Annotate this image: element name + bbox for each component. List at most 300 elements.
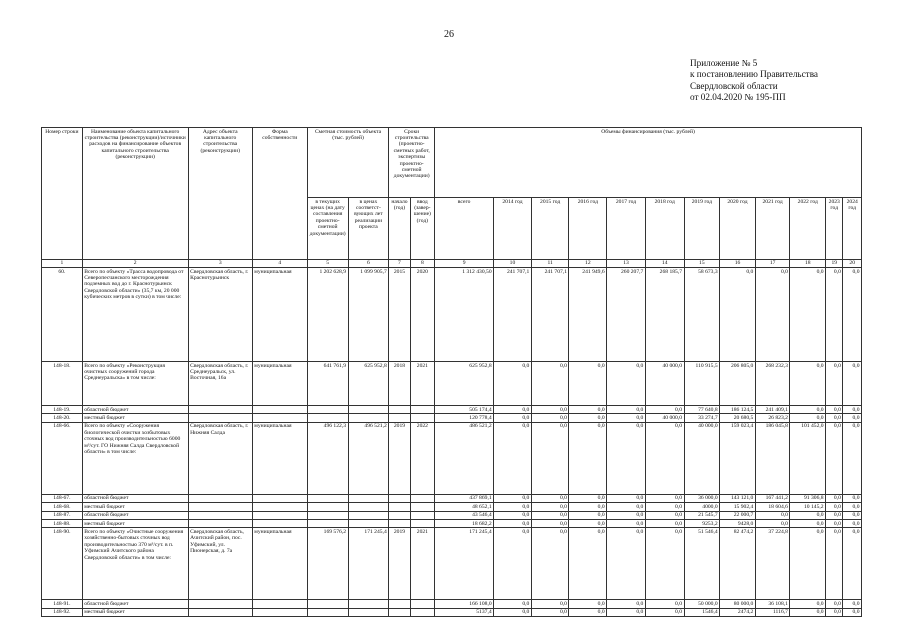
column-number: 9	[435, 260, 494, 268]
total-amount: 437 869,1	[435, 494, 494, 502]
term-end	[410, 608, 434, 616]
amount-2014: 0,0	[494, 406, 532, 414]
appendix-line: Свердловской области	[690, 80, 778, 91]
amount-2023: 0,0	[826, 414, 843, 422]
column-number: 13	[607, 260, 646, 268]
table-row	[42, 600, 862, 608]
amount-2019: 1546,4	[684, 608, 720, 616]
amount-2016: 0,0	[569, 511, 607, 519]
amount-2015: 0,0	[531, 362, 569, 406]
row-number: 148-66.	[42, 422, 83, 494]
object-address	[188, 520, 252, 528]
amount-2017: 0,0	[607, 600, 646, 608]
amount-2023: 0,0	[826, 528, 843, 600]
amount-2024: 0,0	[843, 511, 862, 519]
amount-2019: 40 000,0	[684, 422, 720, 494]
estimate-current	[307, 511, 348, 519]
amount-2015: 0,0	[531, 414, 569, 422]
amount-2016: 0,0	[569, 520, 607, 528]
amount-2023: 0,0	[826, 503, 843, 511]
amount-2014: 241 707,1	[494, 268, 532, 362]
term-end	[410, 503, 434, 511]
amount-2017: 260 207,7	[607, 268, 646, 362]
column-number: 5	[307, 260, 348, 268]
appendix-block	[690, 58, 818, 104]
row-number: 148-19.	[42, 406, 83, 414]
amount-2020: 9428,0	[720, 520, 756, 528]
amount-2020: 143 121,0	[720, 494, 756, 502]
object-address: Свердловская область, г. Нижняя Салда	[188, 422, 252, 494]
term-end	[410, 494, 434, 502]
term-end: 2021	[410, 362, 434, 406]
estimate-forecast: 496 521,2	[348, 422, 389, 494]
amount-2017: 0,0	[607, 414, 646, 422]
column-number: 6	[348, 260, 389, 268]
table-row	[42, 494, 862, 502]
object-address	[188, 406, 252, 414]
term-start	[389, 608, 410, 616]
amount-2016: 0,0	[569, 600, 607, 608]
term-start	[389, 503, 410, 511]
table-row	[42, 528, 862, 600]
estimate-current	[307, 503, 348, 511]
amount-2022: 0,0	[790, 406, 826, 414]
estimate-forecast	[348, 406, 389, 414]
row-number: 148-67.	[42, 494, 83, 502]
table-row	[42, 414, 862, 422]
header-row-no: Номер строки	[42, 128, 83, 260]
header-term-start: начало (год)	[389, 198, 410, 260]
amount-2014: 0,0	[494, 600, 532, 608]
header-year: 2014 год	[494, 198, 532, 260]
header-row-1	[42, 128, 862, 198]
header-term-end: ввод (завер-шение) (год)	[410, 198, 434, 260]
amount-2023: 0,0	[826, 608, 843, 616]
object-address	[188, 503, 252, 511]
object-name: областной бюджет	[82, 406, 188, 414]
ownership	[252, 600, 307, 608]
estimate-forecast: 171 245,4	[348, 528, 389, 600]
amount-2021: 186 045,8	[755, 422, 790, 494]
amount-2020: 80 000,0	[720, 600, 756, 608]
amount-2020: 206 805,0	[720, 362, 756, 406]
amount-2022: 0,0	[790, 528, 826, 600]
amount-2019: 58 673,3	[684, 268, 720, 362]
estimate-current	[307, 520, 348, 528]
column-number: 15	[684, 260, 720, 268]
column-number: 2	[82, 260, 188, 268]
amount-2017: 0,0	[607, 528, 646, 600]
amount-2014: 0,0	[494, 494, 532, 502]
amount-2018: 0,0	[645, 494, 684, 502]
amount-2022: 0,0	[790, 608, 826, 616]
object-address: Свердловская область, г. Краснотурьинск	[188, 268, 252, 362]
object-name: Всего по объекту «Сооружения биологической очистки хозбытовых сточных вод производительностью 6000 м³/сут. ГО Нижняя Салда Свердловской области» в том числе:	[82, 422, 188, 494]
header-volumes: Объемы финансирования (тыс. рублей)	[435, 128, 862, 198]
amount-2024: 0,0	[843, 422, 862, 494]
header-year: 2024 год	[843, 198, 862, 260]
header-year: 2018 год	[645, 198, 684, 260]
ownership: муниципальная	[252, 422, 307, 494]
amount-2021: 268 232,3	[755, 362, 790, 406]
amount-2019: 21 545,7	[684, 511, 720, 519]
row-number: 148-68.	[42, 503, 83, 511]
estimate-current	[307, 494, 348, 502]
estimate-current: 496 122,3	[307, 422, 348, 494]
amount-2018: 268 185,7	[645, 268, 684, 362]
amount-2017: 0,0	[607, 422, 646, 494]
row-number: 148-88.	[42, 520, 83, 528]
amount-2023: 0,0	[826, 494, 843, 502]
amount-2022: 0,0	[790, 520, 826, 528]
object-address	[188, 608, 252, 616]
term-end	[410, 520, 434, 528]
object-address	[188, 414, 252, 422]
amount-2014: 0,0	[494, 520, 532, 528]
appendix-line: от 02.04.2020 № 195-ПП	[690, 92, 786, 103]
amount-2023: 0,0	[826, 362, 843, 406]
header-year: 2022 год	[790, 198, 826, 260]
amount-2022: 10 145,2	[790, 503, 826, 511]
amount-2016: 0,0	[569, 406, 607, 414]
row-number: 148-18.	[42, 362, 83, 406]
estimate-forecast: 625 952,8	[348, 362, 389, 406]
row-number: 148-91.	[42, 600, 83, 608]
amount-2017: 0,0	[607, 362, 646, 406]
amount-2015: 0,0	[531, 600, 569, 608]
amount-2015: 0,0	[531, 528, 569, 600]
total-amount: 5137,4	[435, 608, 494, 616]
estimate-forecast	[348, 520, 389, 528]
amount-2014: 0,0	[494, 608, 532, 616]
amount-2022: 0,0	[790, 600, 826, 608]
amount-2016: 0,0	[569, 608, 607, 616]
object-name: областной бюджет	[82, 511, 188, 519]
column-number: 10	[494, 260, 532, 268]
term-start	[389, 406, 410, 414]
estimate-current: 641 761,9	[307, 362, 348, 406]
amount-2024: 0,0	[843, 362, 862, 406]
estimate-forecast	[348, 608, 389, 616]
total-amount: 166 108,0	[435, 600, 494, 608]
term-end	[410, 511, 434, 519]
amount-2015: 241 707,1	[531, 268, 569, 362]
object-address: Свердловская область, Ачитский район, пос. Уфимский, ул. Пионерская, д. 7а	[188, 528, 252, 600]
amount-2016: 0,0	[569, 422, 607, 494]
amount-2023: 0,0	[826, 268, 843, 362]
amount-2023: 0,0	[826, 406, 843, 414]
amount-2021: 18 604,6	[755, 503, 790, 511]
header-estimate-current: в текущих ценах (на дату составления проектно-сметной документации)	[307, 198, 348, 260]
amount-2021: 37 224,8	[755, 528, 790, 600]
ownership	[252, 406, 307, 414]
total-amount: 486 521,2	[435, 422, 494, 494]
amount-2015: 0,0	[531, 608, 569, 616]
amount-2022: 91 306,8	[790, 494, 826, 502]
object-name: местный бюджет	[82, 520, 188, 528]
object-name: Всего по объекту «Реконструкция очистных сооружений города Среднеуральска» в том числе:	[82, 362, 188, 406]
ownership	[252, 520, 307, 528]
term-start	[389, 520, 410, 528]
column-number: 16	[720, 260, 756, 268]
amount-2019: 9253,2	[684, 520, 720, 528]
amount-2020: 186 124,5	[720, 406, 756, 414]
table-row	[42, 362, 862, 406]
row-number: 60.	[42, 268, 83, 362]
column-number: 14	[645, 260, 684, 268]
amount-2024: 0,0	[843, 520, 862, 528]
amount-2016: 0,0	[569, 414, 607, 422]
amount-2020: 0,0	[720, 268, 756, 362]
amount-2022: 0,0	[790, 268, 826, 362]
ownership: муниципальная	[252, 362, 307, 406]
estimate-forecast	[348, 511, 389, 519]
header-object-name: Наименование объекта капитального строительства (реконструкции)/источники расходов на финансирование объектов капитального строительства (реконструкции)	[82, 128, 188, 260]
column-number: 20	[843, 260, 862, 268]
amount-2016: 0,0	[569, 494, 607, 502]
amount-2018: 0,0	[645, 528, 684, 600]
header-year: 2019 год	[684, 198, 720, 260]
column-number: 1	[42, 260, 83, 268]
object-address: Свердловская область, г. Среднеуральск, ул. Восточная, 16а	[188, 362, 252, 406]
amount-2021: 167 441,2	[755, 494, 790, 502]
ownership	[252, 608, 307, 616]
column-number: 4	[252, 260, 307, 268]
amount-2020: 20 680,5	[720, 414, 756, 422]
amount-2016: 241 949,6	[569, 268, 607, 362]
amount-2015: 0,0	[531, 503, 569, 511]
amount-2021: 241 409,1	[755, 406, 790, 414]
header-year: 2016 год	[569, 198, 607, 260]
amount-2014: 0,0	[494, 528, 532, 600]
estimate-current	[307, 608, 348, 616]
table-row	[42, 520, 862, 528]
term-start	[389, 511, 410, 519]
amount-2018: 0,0	[645, 511, 684, 519]
total-amount: 625 952,8	[435, 362, 494, 406]
amount-2024: 0,0	[843, 528, 862, 600]
amount-2019: 36 000,0	[684, 494, 720, 502]
header-year: 2015 год	[531, 198, 569, 260]
amount-2021: 36 108,1	[755, 600, 790, 608]
amount-2020: 22 000,7	[720, 511, 756, 519]
amount-2017: 0,0	[607, 608, 646, 616]
amount-2024: 0,0	[843, 406, 862, 414]
term-end	[410, 600, 434, 608]
column-number: 12	[569, 260, 607, 268]
term-start: 2019	[389, 528, 410, 600]
estimate-current	[307, 414, 348, 422]
header-year: 2021 год	[755, 198, 790, 260]
term-start: 2015	[389, 268, 410, 362]
column-number: 11	[531, 260, 569, 268]
object-name: областной бюджет	[82, 600, 188, 608]
amount-2021: 26 823,2	[755, 414, 790, 422]
term-start	[389, 600, 410, 608]
object-name: местный бюджет	[82, 503, 188, 511]
ownership: муниципальная	[252, 528, 307, 600]
amount-2021: 0,0	[755, 268, 790, 362]
page-number: 26	[444, 29, 454, 40]
amount-2020: 82 474,2	[720, 528, 756, 600]
amount-2015: 0,0	[531, 406, 569, 414]
estimate-forecast	[348, 494, 389, 502]
header-estimate: Сметная стоимость объекта (тыс. рублей)	[307, 128, 388, 198]
estimate-forecast	[348, 503, 389, 511]
amount-2023: 0,0	[826, 600, 843, 608]
amount-2015: 0,0	[531, 494, 569, 502]
row-number: 148-92.	[42, 608, 83, 616]
header-year: 2017 год	[607, 198, 646, 260]
total-amount: 48 652,1	[435, 503, 494, 511]
estimate-forecast	[348, 600, 389, 608]
amount-2014: 0,0	[494, 362, 532, 406]
amount-2017: 0,0	[607, 520, 646, 528]
column-number: 7	[389, 260, 410, 268]
estimate-current: 169 576,2	[307, 528, 348, 600]
total-amount: 120 778,4	[435, 414, 494, 422]
amount-2023: 0,0	[826, 422, 843, 494]
amount-2019: 110 915,5	[684, 362, 720, 406]
header-ownership: Форма собственности	[252, 128, 307, 260]
amount-2022: 0,0	[790, 414, 826, 422]
amount-2023: 0,0	[826, 511, 843, 519]
object-name: местный бюджет	[82, 608, 188, 616]
amount-2021: 1116,7	[755, 608, 790, 616]
table-row	[42, 608, 862, 616]
amount-2016: 0,0	[569, 528, 607, 600]
table-row	[42, 406, 862, 414]
amount-2024: 0,0	[843, 503, 862, 511]
estimate-current	[307, 406, 348, 414]
amount-2017: 0,0	[607, 494, 646, 502]
row-number: 148-87.	[42, 511, 83, 519]
amount-2022: 0,0	[790, 511, 826, 519]
header-year: 2020 год	[720, 198, 756, 260]
table-row	[42, 503, 862, 511]
term-start	[389, 494, 410, 502]
term-end: 2020	[410, 268, 434, 362]
amount-2018: 40 000,0	[645, 414, 684, 422]
amount-2019: 51 546,4	[684, 528, 720, 600]
amount-2014: 0,0	[494, 511, 532, 519]
financing-table	[41, 127, 862, 617]
amount-2018: 0,0	[645, 600, 684, 608]
object-name: Всего по объекту «Очистные сооружения хозяйственно-бытовых сточных вод производительностью 370 м³/сут. в п. Уфимский Ачитского района Свердловской области» в том числе:	[82, 528, 188, 600]
column-number: 19	[826, 260, 843, 268]
ownership	[252, 494, 307, 502]
term-end: 2021	[410, 528, 434, 600]
header-total: всего	[435, 198, 494, 260]
amount-2015: 0,0	[531, 520, 569, 528]
ownership	[252, 503, 307, 511]
column-number: 8	[410, 260, 434, 268]
appendix-line: к постановлению Правительства	[690, 69, 818, 80]
amount-2019: 4000,0	[684, 503, 720, 511]
amount-2018: 0,0	[645, 422, 684, 494]
term-start: 2019	[389, 422, 410, 494]
column-number: 17	[755, 260, 790, 268]
amount-2014: 0,0	[494, 503, 532, 511]
amount-2018: 0,0	[645, 608, 684, 616]
amount-2016: 0,0	[569, 503, 607, 511]
total-amount: 171 245,4	[435, 528, 494, 600]
amount-2022: 0,0	[790, 362, 826, 406]
object-name: Всего по объекту «Трасса водопровода от Северопесчанского месторождения подземных вод до г. Краснотурьинск Свердловской области» (35,7 км, 20 000 кубических метров в сутки) в том числе:	[82, 268, 188, 362]
amount-2018: 0,0	[645, 406, 684, 414]
amount-2015: 0,0	[531, 422, 569, 494]
total-amount: 1 312 430,50	[435, 268, 494, 362]
term-end: 2022	[410, 422, 434, 494]
amount-2014: 0,0	[494, 414, 532, 422]
total-amount: 18 682,2	[435, 520, 494, 528]
header-estimate-forecast: в ценах соответст-вующих лет реализации проекта	[348, 198, 389, 260]
column-number: 18	[790, 260, 826, 268]
amount-2020: 15 902,4	[720, 503, 756, 511]
column-number-row	[42, 260, 862, 268]
amount-2017: 0,0	[607, 406, 646, 414]
ownership	[252, 511, 307, 519]
table-row	[42, 268, 862, 362]
amount-2018: 40 000,0	[645, 362, 684, 406]
estimate-current: 1 202 628,9	[307, 268, 348, 362]
amount-2014: 0,0	[494, 422, 532, 494]
estimate-forecast: 1 099 905,7	[348, 268, 389, 362]
amount-2017: 0,0	[607, 503, 646, 511]
amount-2021: 0,0	[755, 511, 790, 519]
header-year: 2023 год	[826, 198, 843, 260]
term-end	[410, 414, 434, 422]
header-address: Адрес объекта капитального строительства (реконструкции)	[188, 128, 252, 260]
amount-2020: 159 023,4	[720, 422, 756, 494]
object-address	[188, 494, 252, 502]
appendix-line: Приложение № 5	[690, 58, 758, 68]
table-row	[42, 422, 862, 494]
amount-2018: 0,0	[645, 503, 684, 511]
term-start	[389, 414, 410, 422]
amount-2015: 0,0	[531, 511, 569, 519]
object-name: областной бюджет	[82, 494, 188, 502]
column-number: 3	[188, 260, 252, 268]
table-body	[42, 268, 862, 617]
amount-2024: 0,0	[843, 414, 862, 422]
amount-2020: 2474,2	[720, 608, 756, 616]
object-address	[188, 600, 252, 608]
estimate-forecast	[348, 414, 389, 422]
amount-2024: 0,0	[843, 608, 862, 616]
amount-2024: 0,0	[843, 494, 862, 502]
term-start: 2018	[389, 362, 410, 406]
object-address	[188, 511, 252, 519]
header-terms: Сроки строительства (проектно-сметных работ, экспертизы проектно-сметной документации)	[389, 128, 435, 198]
amount-2019: 77 640,8	[684, 406, 720, 414]
amount-2021: 0,0	[755, 520, 790, 528]
amount-2016: 0,0	[569, 362, 607, 406]
amount-2022: 101 452,0	[790, 422, 826, 494]
object-name: местный бюджет	[82, 414, 188, 422]
total-amount: 43 546,4	[435, 511, 494, 519]
row-number: 148-20.	[42, 414, 83, 422]
total-amount: 505 174,4	[435, 406, 494, 414]
amount-2017: 0,0	[607, 511, 646, 519]
ownership	[252, 414, 307, 422]
amount-2019: 33 274,7	[684, 414, 720, 422]
row-number: 148-90.	[42, 528, 83, 600]
ownership: муниципальная	[252, 268, 307, 362]
estimate-current	[307, 600, 348, 608]
amount-2024: 0,0	[843, 600, 862, 608]
amount-2019: 50 000,0	[684, 600, 720, 608]
